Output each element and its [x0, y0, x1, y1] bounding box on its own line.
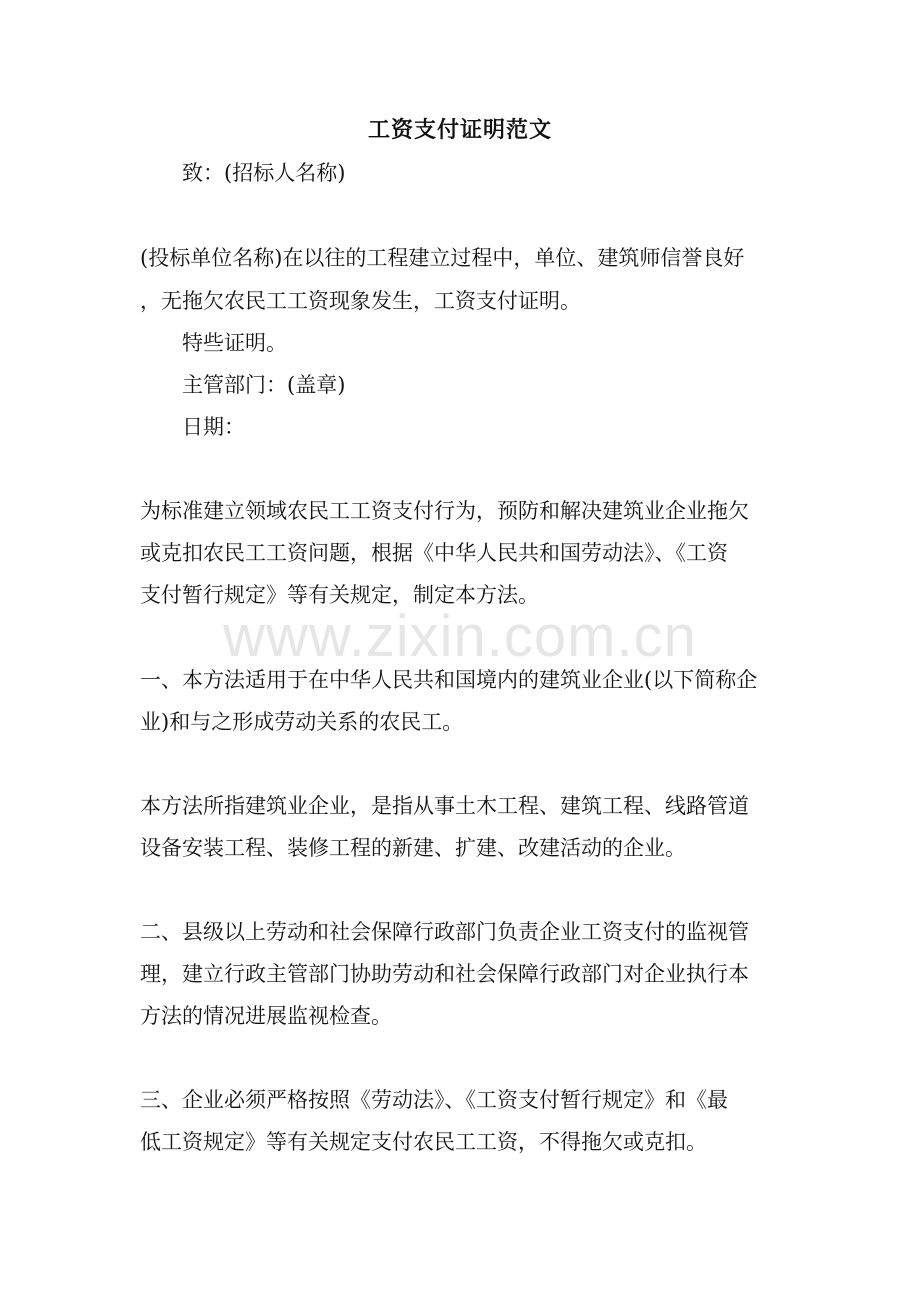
certify-line: 特些证明。 — [182, 331, 287, 355]
watermark: www.zixin.com.cn — [223, 604, 697, 669]
paragraph-line: 业)和与之形成劳动关系的农民工。 — [140, 710, 464, 734]
paragraph-line: ，无拖欠农民工工资现象发生，工资支付证明。 — [140, 289, 581, 313]
paragraph-line: 设备安装工程、装修工程的新建、扩建、改建活动的企业。 — [140, 836, 686, 860]
paragraph-line: 本方法所指建筑业企业，是指从事土木工程、建筑工程、线路管道 — [140, 794, 749, 818]
department-seal-line: 主管部门：(盖章) — [182, 373, 346, 397]
paragraph-line: 一、本方法适用于在中华人民共和国境内的建筑业企业(以下简称企 — [140, 668, 758, 692]
paragraph-line: 二、县级以上劳动和社会保障行政部门负责企业工资支付的监视管 — [140, 920, 749, 944]
paragraph-line: 为标准建立领域农民工工资支付行为，预防和解决建筑业企业拖欠 — [140, 499, 749, 523]
paragraph-line: (投标单位名称)在以往的工程建立过程中，单位、建筑师信誉良好 — [140, 246, 745, 270]
addressee-line: 致：(招标人名称) — [182, 161, 346, 185]
paragraph-line: 支付暂行规定》等有关规定，制定本方法。 — [140, 583, 539, 607]
date-line: 日期： — [182, 415, 245, 439]
paragraph-line: 三、企业必须严格按照《劳动法》、《工资支付暂行规定》和《最 — [140, 1088, 728, 1112]
paragraph-line: 低工资规定》等有关规定支付农民工工资，不得拖欠或克扣。 — [140, 1130, 707, 1154]
paragraph-line: 理，建立行政主管部门协助劳动和社会保障行政部门对企业执行本 — [140, 962, 749, 986]
document-title: 工资支付证明范文 — [367, 117, 552, 143]
paragraph-line: 方法的情况进展监视检查。 — [140, 1004, 392, 1028]
paragraph-line: 或克扣农民工工资问题，根据《中华人民共和国劳动法》、《工资 — [140, 541, 728, 565]
